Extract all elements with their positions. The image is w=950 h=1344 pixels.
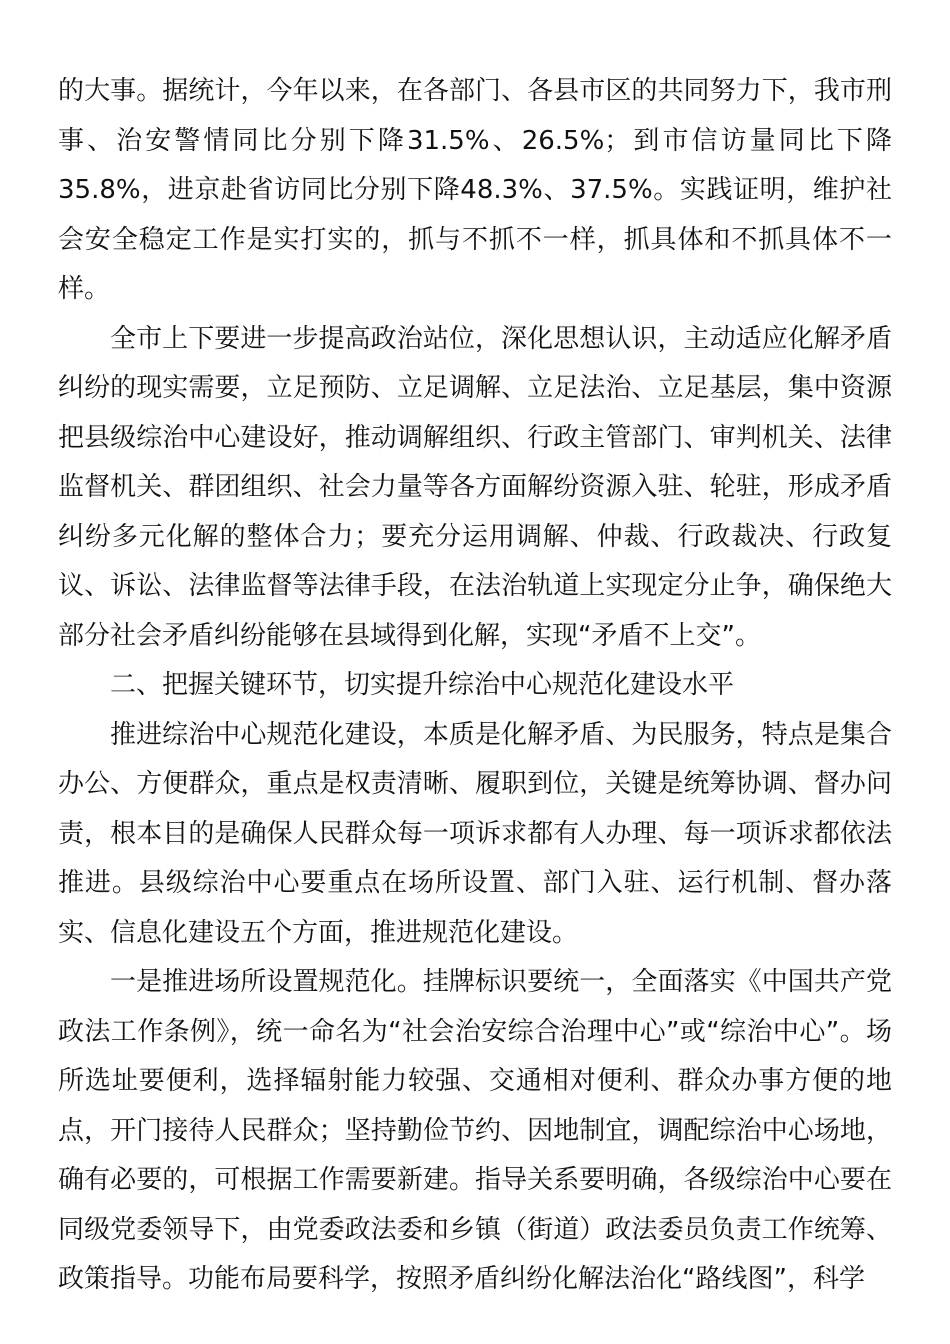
paragraph-standardization: 推进综治中心规范化建设，本质是化解矛盾、为民服务，特点是集合办公、方便群众，重点是权责清晰、履职到位，关键是统筹协调、督办问责，根本目的是确保人民群众每一项诉求都有人办理、每一项诉求都依法推进。县级综治中心要重点在场所设置、部门入驻、运行机制、督办落实、信息化建设五个方面，推进规范化建设。 [58,719,892,948]
paragraph-political-stance: 全市上下要进一步提高政治站位，深化思想认识，主动适应化解矛盾纠纷的现实需要，立足预防、立足调解、立足法治、立足基层，集中资源把县级综治中心建设好，推动调解组织、行政主管部门、审判机关、法律监督机关、群团组织、社会力量等各方面解纷资源入驻、轮驻，形成矛盾纠纷多元化解的整体合力；要充分运用调解、仲裁、行政裁决、行政复议、诉讼、法律监督等法律手段，在法治轨道上实现定分止争，确保绝大部分社会矛盾纠纷能够在县域得到化解，实现“矛盾不上交”。 [58,323,892,651]
paragraph-venue-setup: 一是推进场所设置规范化。挂牌标识要统一，全面落实《中国共产党政法工作条例》，统一命名为“社会治安综合治理中心”或“综治中心”。场所选址要便利，选择辐射能力较强、交通相对便利、群众办事方便的地点，开门接待人民群众；坚持勤俭节约、因地制宜，调配综治中心场地，确有必要的，可根据工作需要新建。指导关系要明确，各级综治中心要在同级党委领导下，由党委政法委和乡镇（街道）政法委员负责工作统筹、政策指导。功能布局要科学，按照矛盾纠纷化解法治化“路线图”，科学 [58,967,892,1294]
section-heading-2: 二、把握关键环节，切实提升综治中心规范化建设水平 [110,670,735,700]
paragraph-statistics: 的大事。据统计，今年以来，在各部门、各县市区的共同努力下，我市刑事、治安警情同比分别下降31.5%、26.5%；到市信访量同比下降35.8%，进京赴省访同比分别下降48.3%、37.5%。实践证明，维护社会安全稳定工作是实打实的，抓与不抓不一样，抓具体和不抓具体不一样。 [58,76,892,304]
document-page [58,67,892,1305]
